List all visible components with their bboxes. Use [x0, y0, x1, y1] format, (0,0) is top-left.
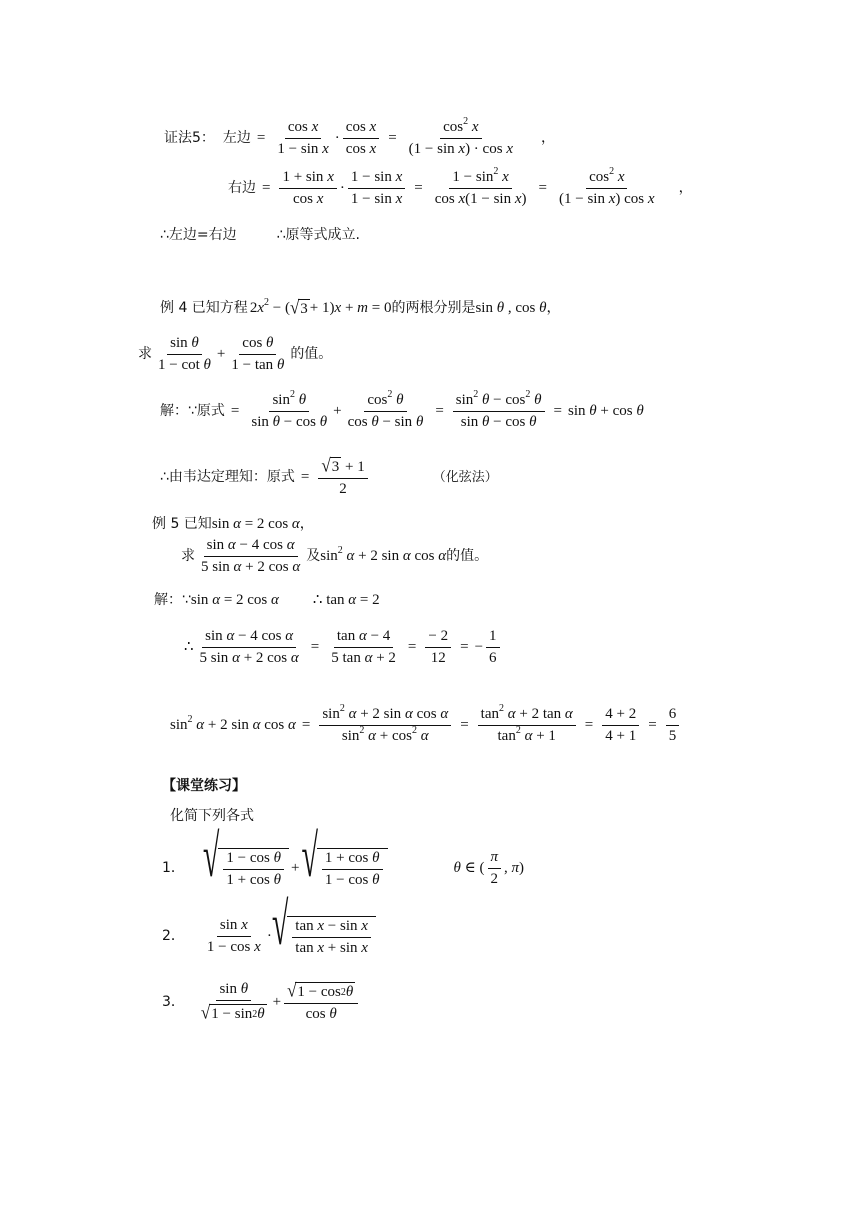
example5-question: 求 $\frac{\text{sin α − 4 cos α}}{\text{5 sin α + 2 cos α}}$ 及 $\sin^2 \alpha + 2$ sin α cos α 的值。: [181, 536, 489, 575]
fraction: $\frac{\pi}{2}$: [488, 850, 502, 887]
example5-ask: 求: [181, 548, 195, 564]
example4-yuanshi: 原式: [196, 403, 225, 419]
fraction: $\frac{\tan^2 \alpha + 2 \tan \alpha}{\tan^2 \alpha + 1}$: [478, 707, 576, 744]
practice-instruction: [170, 806, 254, 826]
proof5-label: 证法5：: [164, 130, 215, 146]
conclusion-identity-holds: ∴原等式成立.: [276, 227, 360, 243]
fraction: $\frac{\text{tan α − 4}}{\text{5 tan α + 2}}$: [331, 627, 396, 666]
fraction: √ 3 + 1 2: [318, 457, 367, 497]
example4-question: 求 $\frac{\text{sin θ}}{\text{1 − cot θ}}$ + $\frac{\text{cos θ}}{\text{1 − tan θ}}$ 的值。: [138, 334, 333, 373]
fraction: $\frac{\cos^2 x}{\text{(1 − sin x) · cos x}}$: [408, 115, 513, 157]
fraction: $\frac{\text{sin α − 4 cos α}}{\text{5 sin α + 2 cos α}}$: [199, 627, 299, 666]
proof5-line-right: 右边 = $\frac{\text{1 + sin x}}{\text{cos x}}$ · $\frac{\text{1 − sin x}}{\text{1 − sin x}}$ = $\frac{1 - \sin^2 x}{\text{cos x(1 − sin x)}}$ = $\frac{\cos^2 x}{\text{(1 − sin x) cos x}}$ ，: [228, 165, 693, 207]
practice-heading: [162, 776, 246, 796]
practice-item-2: 2． $\frac{\text{sin x}}{\text{1 − cos x}}$ · √ $\frac{\text{tan x − sin x}}{\text{tan x + sin x}}$: [162, 910, 376, 962]
item-number: 2．: [162, 928, 185, 944]
conclusion-left-equals-right: ∴左边=右边: [160, 227, 237, 243]
practice-item-3: 3． sin θ √ 1 − sin 2 θ + √ 1 − cos 2 θ cos θ: [162, 974, 361, 1030]
fraction: $\frac{\cos^2 \theta}{\text{cos θ − sin θ}}$: [347, 388, 424, 430]
fraction: $\frac{\text{cos x}}{\text{1 − sin x}}$: [277, 118, 329, 157]
fraction: $\frac{1 - \sin^2 x}{\text{cos x(1 − sin x)}}$: [434, 165, 527, 207]
fraction: $\frac{6}{5}$: [666, 707, 680, 744]
example5-solution-given: 解：∵ sin α = 2 cos α ∴ tan α = 2: [154, 591, 380, 608]
example4-comma: ，: [546, 300, 561, 316]
example4-solution-label: 解：∵: [160, 403, 197, 419]
practice-item-1: 1． √ $\frac{\text{1 − cos θ}}{\text{1 + cos θ}}$ + √ $\frac{\text{1 + cos θ}}{\text{1 − cos θ}}$ θ ∈ ( $\frac{\pi}{2}$ , π): [162, 824, 525, 890]
fraction: $\frac{\sin^2 \alpha + 2 \sin \alpha \cos \alpha}{\sin^2 \alpha + \cos^2 \alpha}$: [319, 707, 451, 744]
fraction: $\frac{\sin^2 \theta - \cos^2 \theta}{\text{sin θ − cos θ}}$: [453, 393, 545, 430]
proof5-right-label: 右边: [228, 180, 256, 196]
fraction: $\frac{\cos^2 x}{\text{(1 − sin x) cos x}}$: [559, 165, 655, 207]
fraction: sin θ √ 1 − sin 2 θ: [200, 981, 265, 1023]
example4-vieta: ∴由韦达定理知：原式 = √ 3 + 1 2 （化弦法）: [160, 455, 498, 497]
fraction: $\frac{\text{cos x}}{\text{cos x}}$: [343, 120, 379, 157]
fraction: $\frac{\text{sin θ}}{\text{1 − cot θ}}$: [158, 334, 211, 373]
fraction: $\frac{\text{sin x}}{\text{1 − cos x}}$: [206, 916, 261, 955]
fraction: $\frac{\sin^2 \theta}{\text{sin θ − cos θ}}$: [251, 388, 328, 430]
fraction: $\frac{4 + 2}{4 + 1}$: [602, 707, 639, 744]
proof5-conclusion: [160, 225, 360, 245]
example5-and: 及: [306, 548, 321, 564]
fraction: $\frac{1}{6}$: [486, 629, 500, 666]
fraction: $\frac{\text{sin α − 4 cos α}}{\text{5 sin α + 2 cos α}}$: [201, 536, 301, 575]
example4-statement: 例 4 已知方程 $2x^2$ − ( √ 3 + 1)x + m = 0 的两根分别是 sin θ , cos θ ，: [160, 296, 561, 318]
fraction: √ 1 − cos 2 θ cos θ: [284, 982, 358, 1022]
example5-value-text: 的值。: [446, 548, 489, 564]
example4-method: （化弦法）: [432, 469, 498, 485]
fraction: $\frac{\text{1 − sin x}}{\text{1 − sin x}}$: [348, 170, 405, 207]
proof5-comma-2: ，: [678, 180, 693, 196]
example5-solution-ratio: ∴ $\frac{\text{sin α − 4 cos α}}{\text{5 sin α + 2 cos α}}$ = $\frac{\text{tan α − 4}}{\text{5 tan α + 2}}$ = $\frac{- 2}{12}$ = − $\frac{1}{6}$: [184, 622, 503, 672]
example5-solution-expression: $\sin^2 \alpha + 2$ sin α cos α = $\frac{\sin^2 \alpha + 2 \sin \alpha \cos \alpha}{\sin^2 \alpha + \cos^2 \alpha}$ = $\frac{\tan^2 \alpha + 2 \tan \alpha}{\tan^2 \alpha + 1}$ = $\frac{4 + 2}{4 + 1}$ = $\frac{6}{5}$: [170, 700, 682, 750]
example4-value-text: 的值。: [290, 346, 333, 362]
example5-comma: ，: [299, 516, 314, 532]
fraction: $\frac{\text{1 + sin x}}{\text{cos x}}$: [279, 170, 336, 207]
proof5-left-label: 左边: [222, 130, 251, 146]
sqrt: √ $\frac{\text{1 − cos θ}}{\text{1 + cos θ}}$: [203, 848, 289, 888]
example4-intro: 例 4 已知方程: [160, 300, 248, 316]
practice-instruction-text: 化简下列各式: [170, 808, 254, 824]
example4-roots-text: 的两根分别是: [391, 300, 476, 316]
practice-heading-text: 【课堂练习】: [162, 778, 246, 794]
proof5-line-left: 证法5： 左边 = $\frac{\text{cos x}}{\text{1 − sin x}}$ · $\frac{\text{cos x}}{\text{cos x}}$ = $\frac{\cos^2 x}{\text{(1 − sin x) · cos x}}$ ，: [164, 115, 555, 157]
example5-statement: 例 5 已知 sin α = 2 cos α ，: [152, 515, 314, 532]
example4-solution: 解：∵ 原式 = $\frac{\sin^2 \theta}{\text{sin θ − cos θ}}$ + $\frac{\cos^2 \theta}{\text{cos θ − sin θ}}$ = $\frac{\sin^2 \theta - \cos^2 \theta}{\text{sin θ − cos θ}}$ = sin θ + cos θ: [160, 388, 644, 430]
sqrt: √ $\frac{\text{tan x − sin x}}{\text{tan x + sin x}}$: [272, 916, 376, 956]
item-number: 1．: [162, 860, 185, 876]
fraction: $\frac{- 2}{12}$: [425, 629, 451, 666]
sqrt: √ $\frac{\text{1 + cos θ}}{\text{1 − cos θ}}$: [301, 848, 387, 888]
example5-intro: 例 5 已知: [152, 516, 212, 532]
example4-vieta-text: ∴由韦达定理知：原式: [160, 469, 295, 485]
example4-ask: 求: [138, 346, 152, 362]
example5-solution-label: 解：∵: [154, 592, 191, 608]
item-number: 3．: [162, 994, 185, 1010]
sqrt: √ 3: [289, 297, 308, 318]
proof5-comma-1: ，: [540, 130, 555, 146]
fraction: $\frac{\text{cos θ}}{\text{1 − tan θ}}$: [231, 334, 285, 373]
